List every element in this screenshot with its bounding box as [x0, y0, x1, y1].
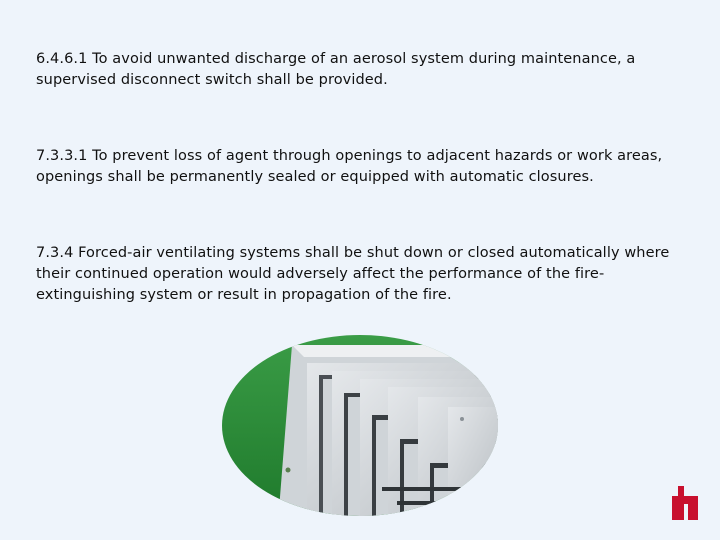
paragraph-7-3-3-1: 7.3.3.1 To prevent loss of agent through openings to adjacent hazards or work areas, openings shall be permanently sealed or equipped with automatic closures. [36, 148, 663, 185]
paragraph-7-3-4: 7.3.4 Forced-air ventilating systems shall be shut down or closed automatically where their continued operation would adversely affect the performance of the fire-extinguishing system or result in propagation of the fire. [36, 245, 670, 303]
air-vent-diffuser-photo [222, 335, 498, 516]
paragraph-6-4-6-1: 6.4.6.1 To avoid unwanted discharge of an aerosol system during maintenance, a supervised disconnect switch shall be provided. [36, 51, 636, 88]
brand-logo-icon [672, 484, 700, 520]
